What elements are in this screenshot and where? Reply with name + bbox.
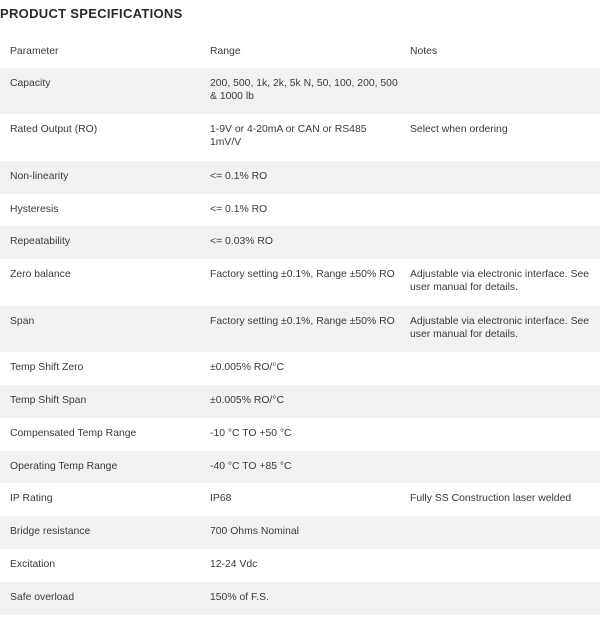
- row-notes: Select when ordering: [410, 124, 508, 136]
- table-row-span: [0, 306, 600, 353]
- row-parameter: Rated Output (RO): [10, 124, 98, 136]
- row-notes: Adjustable via electronic interface. See user manual for details.: [410, 269, 590, 294]
- row-parameter: Capacity: [10, 77, 51, 89]
- table-row-bridge-resistance: [0, 516, 600, 549]
- table-row-compensated-temp-range: [0, 418, 600, 451]
- row-range: IP68: [210, 493, 232, 505]
- row-range: 1-9V or 4-20mA or CAN or RS485 1mV/V: [210, 124, 367, 149]
- row-notes: [400, 352, 600, 385]
- header-parameter: Parameter: [10, 46, 59, 57]
- table-row-temp-shift-span: [0, 385, 600, 418]
- row-range: -10 °C TO +50 °C: [210, 427, 292, 439]
- row-range: <= 0.1% RO: [210, 203, 268, 215]
- row-notes: [400, 226, 600, 259]
- table-row-zero-balance: [0, 259, 600, 306]
- row-notes: [400, 385, 600, 418]
- row-notes: [400, 68, 600, 115]
- row-parameter: Span: [10, 315, 35, 327]
- row-range: Factory setting ±0.1%, Range ±50% RO: [210, 315, 395, 327]
- row-range: <= 0.1% RO: [210, 170, 268, 182]
- specifications-table: [0, 35, 600, 615]
- row-notes: Adjustable via electronic interface. See user manual for details.: [410, 315, 590, 340]
- table-row-excitation: [0, 549, 600, 582]
- table-row-non-linearity: [0, 161, 600, 194]
- page-title: PRODUCT SPECIFICATIONS: [0, 6, 183, 21]
- row-parameter: Excitation: [10, 558, 56, 570]
- row-notes: [400, 194, 600, 227]
- header-notes: Notes: [410, 46, 438, 57]
- row-range: 12-24 Vdc: [210, 558, 258, 570]
- row-range: 150% of F.S.: [210, 591, 269, 603]
- row-notes: Fully SS Construction laser welded: [410, 493, 572, 505]
- row-parameter: Hysteresis: [10, 203, 59, 215]
- table-row-temp-shift-zero: [0, 352, 600, 385]
- row-parameter: Operating Temp Range: [10, 460, 118, 472]
- row-notes: [400, 451, 600, 484]
- row-range: Factory setting ±0.1%, Range ±50% RO: [210, 269, 395, 281]
- row-notes: [400, 516, 600, 549]
- row-parameter: Temp Shift Zero: [10, 362, 84, 374]
- row-notes: [400, 582, 600, 615]
- row-range: -40 °C TO +85 °C: [210, 460, 292, 472]
- table-row-hysteresis: [0, 194, 600, 227]
- table-row-safe-overload: [0, 582, 600, 615]
- row-notes: [400, 161, 600, 194]
- row-parameter: Compensated Temp Range: [10, 427, 137, 439]
- row-notes: [400, 549, 600, 582]
- table-row-rated-output: [0, 114, 600, 161]
- table-row-capacity: [0, 68, 600, 115]
- row-parameter: Repeatability: [10, 236, 71, 248]
- row-parameter: Safe overload: [10, 591, 75, 603]
- row-range: 700 Ohms Nominal: [210, 526, 299, 538]
- table-row-operating-temp-range: [0, 451, 600, 484]
- row-parameter: Zero balance: [10, 269, 71, 281]
- row-parameter: Bridge resistance: [10, 526, 91, 538]
- row-range: ±0.005% RO/°C: [210, 394, 284, 406]
- row-range: 200, 500, 1k, 2k, 5k N, 50, 100, 200, 500 & 1000 lb: [210, 77, 398, 102]
- row-parameter: Non-linearity: [10, 170, 69, 182]
- table-header-row: [0, 35, 600, 68]
- table-row-repeatability: [0, 226, 600, 259]
- row-parameter: Temp Shift Span: [10, 394, 87, 406]
- table-row-ip-rating: [0, 483, 600, 516]
- row-range: ±0.005% RO/°C: [210, 362, 284, 374]
- row-notes: [400, 418, 600, 451]
- row-parameter: IP Rating: [10, 493, 53, 505]
- row-range: <= 0.03% RO: [210, 236, 273, 248]
- header-range: Range: [210, 46, 241, 57]
